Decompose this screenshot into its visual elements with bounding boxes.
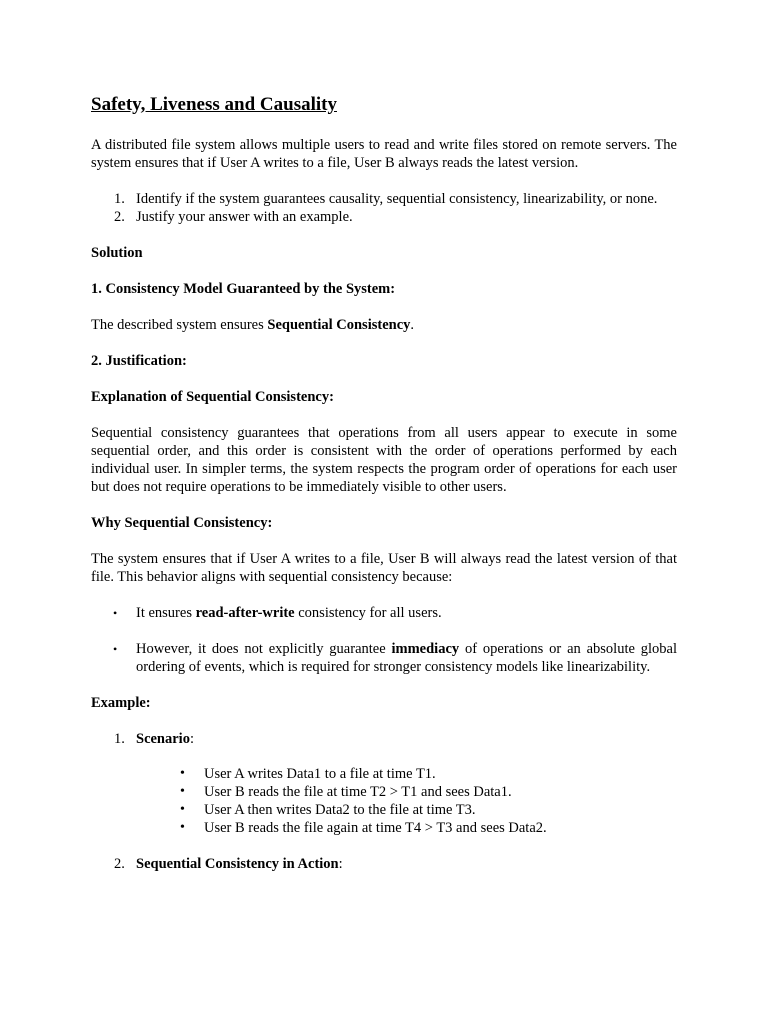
explanation-paragraph: Sequential consistency guarantees that operations from all users appear to execute in some sequential order, and this order is consistent with the order of operations performed by each individual user. In simpler terms, the system respects the program order of operations for each user but does not require operations to be immediately visible to other users.	[91, 425, 677, 495]
bullet-icon: •	[113, 606, 118, 620]
task-item	[114, 208, 677, 226]
intro-paragraph: A distributed file system allows multiple users to read and write files stored on remote servers. The system ensures that if User A writes to a file, User B always reads the latest version.	[91, 137, 677, 171]
scenario-step-text: User B reads the file at time T2 > T1 and sees Data1.	[204, 784, 512, 800]
example-label-suffix: :	[189, 731, 194, 747]
task-number: 2.	[114, 209, 125, 225]
scenario-step-text: User B reads the file again at time T4 > T3 and sees Data2.	[204, 820, 547, 836]
section2-heading: 2. Justification:	[91, 353, 187, 369]
bullet-icon: •	[180, 820, 185, 835]
task-number: 1.	[114, 191, 125, 207]
section1-heading: 1. Consistency Model Guaranteed by the System:	[91, 281, 396, 297]
bullet-icon: •	[180, 784, 185, 799]
reason-bullet-item	[113, 640, 677, 676]
scenario-step	[180, 801, 677, 819]
example-label: Scenario	[136, 731, 190, 747]
task-text: Identify if the system guarantees causality, sequential consistency, linearizability, or none.	[136, 191, 658, 207]
example-item	[114, 730, 677, 837]
explanation-heading: Explanation of Sequential Consistency:	[91, 389, 334, 405]
example-label-suffix: :	[338, 856, 343, 872]
scenario-step-text: User A then writes Data2 to the file at time T3.	[204, 802, 476, 818]
bullet-icon: •	[113, 642, 118, 656]
document-page	[91, 93, 677, 891]
reason-bullet-item	[113, 604, 677, 622]
task-text: Justify your answer with an example.	[136, 209, 353, 225]
why-paragraph: The system ensures that if User A writes to a file, User B will always read the latest version of that file. This behavior aligns with sequential consistency because:	[91, 551, 677, 585]
bullet-text-post: consistency for all users.	[294, 605, 442, 621]
example-number: 2.	[114, 856, 125, 872]
bullet-text-post: of operations or an absolute global ordering of events, which is required for stronger consistency models like linearizability.	[136, 641, 677, 675]
section1-text-bold: Sequential Consistency	[267, 317, 411, 333]
scenario-step-list	[136, 765, 677, 837]
bullet-text-bold: read-after-write	[195, 605, 295, 621]
why-heading: Why Sequential Consistency:	[91, 515, 273, 531]
example-heading: Example:	[91, 695, 151, 711]
example-number: 1.	[114, 731, 125, 747]
bullet-text-pre: However, it does not explicitly guarantee	[136, 641, 392, 657]
bullet-text-bold: immediacy	[391, 641, 460, 657]
bullet-icon: •	[180, 766, 185, 781]
example-list	[91, 730, 677, 873]
scenario-step	[180, 765, 677, 783]
scenario-step	[180, 783, 677, 801]
task-item	[114, 190, 677, 208]
section1-text-post: .	[410, 317, 415, 333]
reason-bullet-list	[91, 604, 677, 676]
example-label: Sequential Consistency in Action	[136, 856, 339, 872]
task-list	[91, 190, 677, 226]
bullet-text-pre: It ensures	[136, 605, 196, 621]
bullet-icon: •	[180, 802, 185, 817]
scenario-step	[180, 819, 677, 837]
example-item	[114, 855, 677, 873]
section1-text	[91, 316, 677, 334]
scenario-step-text: User A writes Data1 to a file at time T1.	[204, 766, 436, 782]
document-title: Safety, Liveness and Causality	[91, 94, 337, 115]
solution-heading: Solution	[91, 245, 143, 261]
section1-text-pre: The described system ensures	[91, 317, 268, 333]
